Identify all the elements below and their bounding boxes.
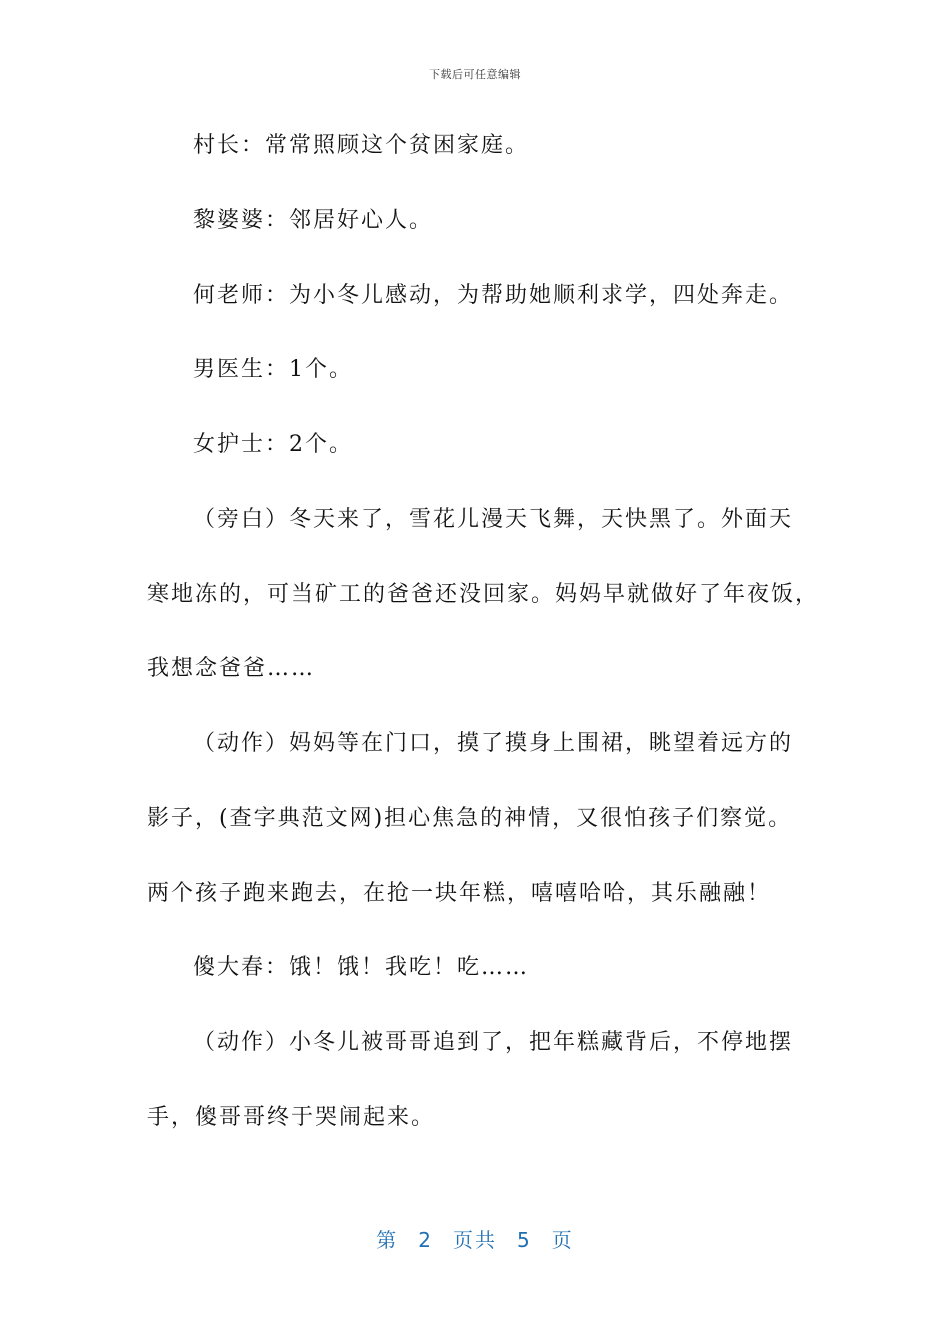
- page-header-note: 下载后可任意编辑: [429, 68, 521, 81]
- text-line: 寒地冻的，可当矿工的爸爸还没回家。妈妈早就做好了年夜饭，: [147, 582, 820, 607]
- footer-middle: 页共: [453, 1228, 497, 1252]
- text-line: 何老师：为小冬儿感动，为帮助她顺利求学，四处奔走。: [193, 283, 794, 308]
- text-line: （动作）小冬儿被哥哥追到了，把年糕藏背后，不停地摆: [193, 1030, 794, 1055]
- text-line: 女护士：2个。: [193, 432, 353, 457]
- text-line: 黎婆婆：邻居好心人。: [193, 208, 434, 233]
- text-line: 两个孩子跑来跑去，在抢一块年糕，嘻嘻哈哈，其乐融融！: [147, 881, 772, 906]
- text-line: 我想念爸爸……: [147, 656, 316, 681]
- page-footer: [0, 1224, 950, 1253]
- footer-prefix: 第: [376, 1228, 399, 1252]
- text-line: （动作）妈妈等在门口，摸了摸身上围裙，眺望着远方的: [193, 731, 794, 756]
- total-pages-number: 5: [517, 1228, 532, 1252]
- text-line: 影子，(查字典范文网)担心焦急的神情，又很怕孩子们察觉。: [147, 806, 793, 831]
- footer-suffix: 页: [551, 1228, 574, 1252]
- text-line: 村长：常常照顾这个贫困家庭。: [193, 133, 530, 158]
- current-page-number: 2: [418, 1228, 433, 1252]
- text-line: 傻大春：饿！饿！我吃！吃……: [193, 955, 530, 980]
- text-line: 手，傻哥哥终于哭闹起来。: [147, 1105, 436, 1130]
- text-line: 男医生：1个。: [193, 357, 353, 382]
- text-line: （旁白）冬天来了，雪花儿漫天飞舞，天快黑了。外面天: [193, 507, 794, 532]
